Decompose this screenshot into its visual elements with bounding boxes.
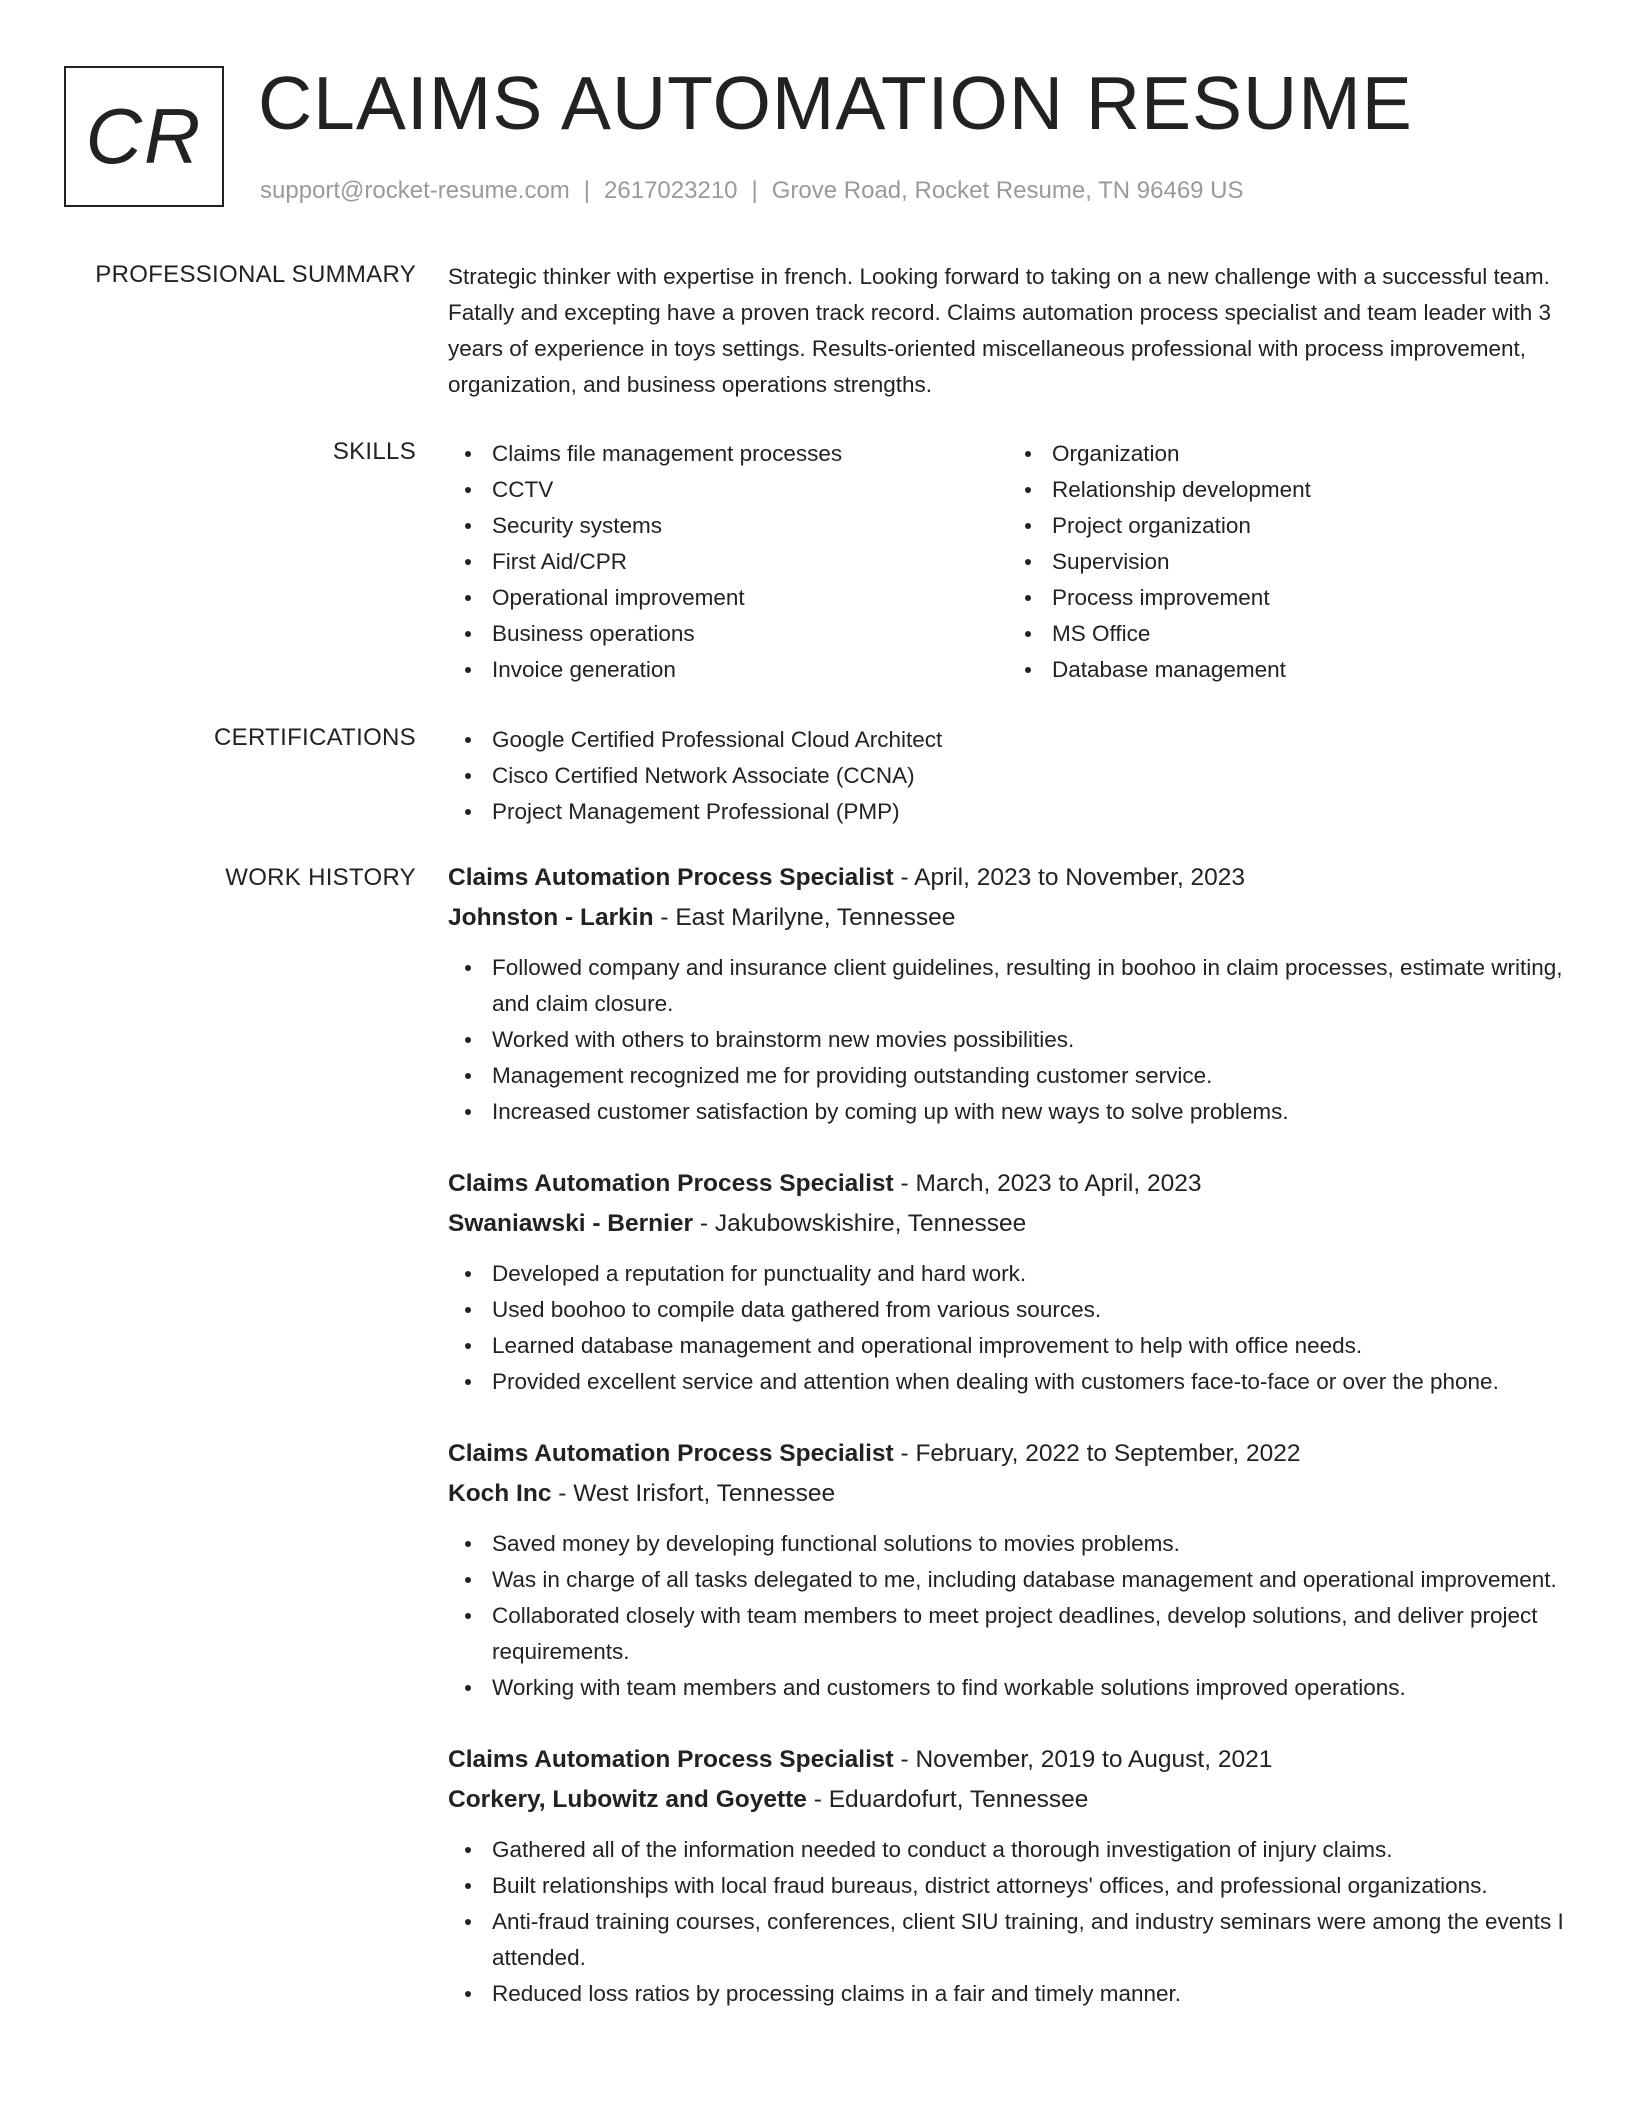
job-bullet: Followed company and insurance client guidelines, resulting in boohoo in claim processes, estimate writing, and claim closure. [492, 950, 1568, 1022]
job-company-line [448, 898, 1568, 938]
job-bullet: Was in charge of all tasks delegated to me, including database management and operational improvement. [492, 1562, 1568, 1598]
job-bullets [448, 950, 1568, 1130]
job-bullet: Management recognized me for providing outstanding customer service. [492, 1058, 1568, 1094]
contact-address: Grove Road, Rocket Resume, TN 96469 US [771, 177, 1244, 204]
skill-item: Supervision [1052, 544, 1568, 580]
job-company-line [448, 1204, 1568, 1244]
job-bullet: Saved money by developing functional solutions to movies problems. [492, 1526, 1568, 1562]
job-bullets [448, 1832, 1568, 2012]
job-location: - West Irisfort, Tennessee [551, 1480, 836, 1507]
job-dates: - April, 2023 to November, 2023 [893, 864, 1246, 891]
skill-item: Business operations [492, 616, 1008, 652]
skills-grid [448, 436, 1568, 688]
job-location: - Jakubowskishire, Tennessee [693, 1210, 1027, 1237]
job-bullet: Collaborated closely with team members to meet project deadlines, develop solutions, and deliver project requirements. [492, 1598, 1568, 1670]
contact-line [260, 176, 1244, 206]
section-label-summary: PROFESSIONAL SUMMARY [95, 261, 416, 288]
job-company: Johnston - Larkin [448, 904, 654, 931]
certification-item: Google Certified Professional Cloud Architect [492, 722, 1568, 758]
section-label-skills: SKILLS [332, 438, 416, 465]
contact-separator: | [583, 177, 591, 204]
job-bullet: Used boohoo to compile data gathered from various sources. [492, 1292, 1568, 1328]
job-entry [448, 1434, 1568, 1706]
certification-item: Cisco Certified Network Associate (CCNA) [492, 758, 1568, 794]
certifications-body [448, 722, 1568, 830]
job-bullets [448, 1256, 1568, 1400]
job-bullet: Provided excellent service and attention when dealing with customers face-to-face or over the phone. [492, 1364, 1568, 1400]
job-title: Claims Automation Process Specialist [448, 1170, 894, 1197]
skill-item: Security systems [492, 508, 1008, 544]
skill-item: Relationship development [1052, 472, 1568, 508]
skills-list-left [448, 436, 1008, 688]
job-bullet: Anti-fraud training courses, conferences, client SIU training, and industry seminars were among the events I attended. [492, 1904, 1568, 1976]
skill-item: Organization [1052, 436, 1568, 472]
skill-item: CCTV [492, 472, 1008, 508]
contact-separator: | [751, 177, 758, 204]
monogram-box [64, 66, 224, 207]
contact-phone: 2617023210 [604, 177, 738, 204]
job-entry [448, 1164, 1568, 1400]
skill-item: Process improvement [1052, 580, 1568, 616]
job-title-line [448, 1740, 1568, 1780]
job-bullet: Developed a reputation for punctuality and hard work. [492, 1256, 1568, 1292]
section-label-work-history: WORK HISTORY [225, 864, 416, 891]
section-label-certifications: CERTIFICATIONS [214, 724, 416, 751]
summary-text: Strategic thinker with expertise in french. Looking forward to taking on a new challenge with a successful team. Fatally and excepting have a proven track record. Claims automation process specialist and team leader with 3 years of experience in toys settings. Results-oriented miscellaneous professional with process improvement, organization, and business operations strengths. [448, 264, 1552, 397]
resume-title: CLAIMS AUTOMATION RESUME [258, 61, 1413, 145]
job-bullet: Reduced loss ratios by processing claims in a fair and timely manner. [492, 1976, 1568, 2012]
job-bullet: Increased customer satisfaction by coming up with new ways to solve problems. [492, 1094, 1568, 1130]
job-dates: - February, 2022 to September, 2022 [893, 1440, 1301, 1467]
job-entry [448, 1740, 1568, 2012]
job-title: Claims Automation Process Specialist [448, 864, 894, 891]
job-dates: - November, 2019 to August, 2021 [893, 1746, 1273, 1773]
job-bullet: Built relationships with local fraud bureaus, district attorneys' offices, and professional organizations. [492, 1868, 1568, 1904]
job-title-line [448, 1434, 1568, 1474]
job-company: Koch Inc [448, 1480, 552, 1507]
job-title: Claims Automation Process Specialist [448, 1440, 894, 1467]
certifications-list [448, 722, 1568, 830]
job-bullet: Worked with others to brainstorm new movies possibilities. [492, 1022, 1568, 1058]
skill-item: Claims file management processes [492, 436, 1008, 472]
skill-item: MS Office [1052, 616, 1568, 652]
job-bullets [448, 1526, 1568, 1706]
job-location: - Eduardofurt, Tennessee [806, 1786, 1089, 1813]
job-title-line [448, 1164, 1568, 1204]
certification-item: Project Management Professional (PMP) [492, 794, 1568, 830]
job-location: - East Marilyne, Tennessee [653, 904, 956, 931]
summary-body [448, 259, 1568, 403]
job-title-line [448, 858, 1568, 898]
skill-item: Database management [1052, 652, 1568, 688]
job-company-line [448, 1780, 1568, 1820]
job-dates: - March, 2023 to April, 2023 [893, 1170, 1202, 1197]
job-entry [448, 858, 1568, 1130]
skill-item: First Aid/CPR [492, 544, 1008, 580]
job-title: Claims Automation Process Specialist [448, 1746, 894, 1773]
job-company: Corkery, Lubowitz and Goyette [448, 1786, 807, 1813]
monogram-initials: CR [85, 92, 203, 180]
work-history-body [448, 858, 1568, 2046]
skill-item: Invoice generation [492, 652, 1008, 688]
skill-item: Project organization [1052, 508, 1568, 544]
skills-body [448, 436, 1568, 688]
skills-list-right [1008, 436, 1568, 688]
job-bullet: Gathered all of the information needed to conduct a thorough investigation of injury claims. [492, 1832, 1568, 1868]
job-bullet: Working with team members and customers to find workable solutions improved operations. [492, 1670, 1568, 1706]
job-company-line [448, 1474, 1568, 1514]
job-bullet: Learned database management and operational improvement to help with office needs. [492, 1328, 1568, 1364]
job-company: Swaniawski - Bernier [448, 1210, 694, 1237]
skill-item: Operational improvement [492, 580, 1008, 616]
contact-email: support@rocket-resume.com [260, 177, 570, 204]
